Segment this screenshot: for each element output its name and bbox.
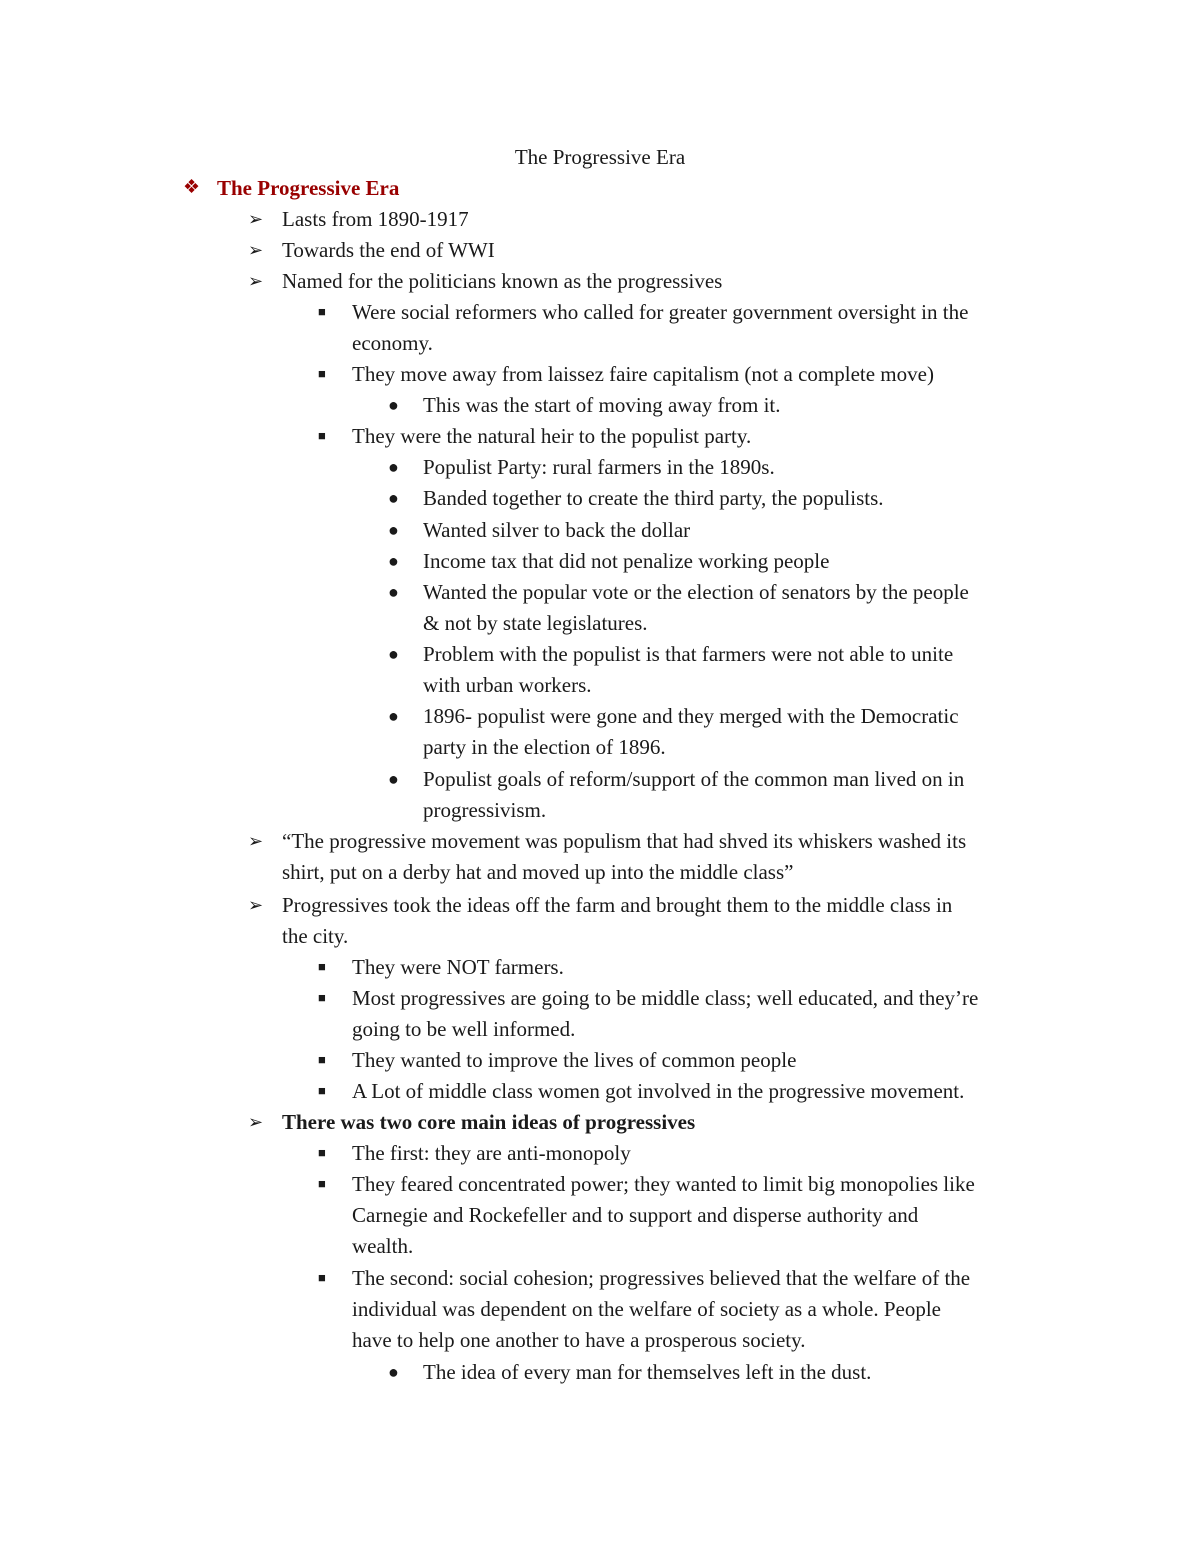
list-item: Named for the politicians known as the progressives (282, 269, 723, 293)
dot-bullet-icon: ● (388, 1362, 399, 1382)
arrow-bullet-icon: ➢ (248, 831, 264, 851)
list-item: The second: social cohesion; progressives believed that the welfare of the (352, 1266, 971, 1290)
list-item-continuation: Carnegie and Rockefeller and to support and disperse authority and (352, 1203, 919, 1227)
list-item: They feared concentrated power; they wanted to limit big monopolies like (352, 1172, 975, 1196)
dot-bullet-icon: ● (388, 457, 399, 477)
list-item-continuation: party in the election of 1896. (423, 735, 666, 759)
list-item: They wanted to improve the lives of common people (352, 1048, 797, 1072)
list-item-continuation: have to help one another to have a prosperous society. (352, 1328, 806, 1352)
list-item-continuation: economy. (352, 331, 433, 355)
square-bullet-icon: ■ (318, 1145, 326, 1160)
arrow-bullet-icon: ➢ (248, 240, 264, 260)
dot-bullet-icon: ● (388, 520, 399, 540)
list-item: Banded together to create the third party, the populists. (423, 486, 884, 510)
arrow-bullet-icon: ➢ (248, 895, 264, 915)
arrow-bullet-icon: ➢ (248, 271, 264, 291)
list-item: Were social reformers who called for greater government oversight in the (352, 300, 969, 324)
square-bullet-icon: ■ (318, 304, 326, 319)
dot-bullet-icon: ● (388, 551, 399, 571)
list-item: The idea of every man for themselves left in the dust. (423, 1360, 872, 1384)
dot-bullet-icon: ● (388, 769, 399, 789)
list-item: Wanted silver to back the dollar (423, 518, 691, 542)
square-bullet-icon: ■ (318, 1176, 326, 1191)
square-bullet-icon: ■ (318, 428, 326, 443)
list-item: They were the natural heir to the populist party. (352, 424, 752, 448)
list-item: They move away from laissez faire capitalism (not a complete move) (352, 362, 934, 386)
arrow-bullet-icon: ➢ (248, 209, 264, 229)
list-item-continuation: progressivism. (423, 798, 547, 822)
list-item-continuation: going to be well informed. (352, 1017, 576, 1041)
quote-item-continuation: shirt, put on a derby hat and moved up into the middle class” (282, 860, 794, 884)
list-item: 1896- populist were gone and they merged with the Democratic (423, 704, 959, 728)
square-bullet-icon: ■ (318, 1270, 326, 1285)
page-title: The Progressive Era (514, 145, 686, 169)
dot-bullet-icon: ● (388, 582, 399, 602)
list-item: They were NOT farmers. (352, 955, 564, 979)
list-item: Populist Party: rural farmers in the 1890s. (423, 455, 775, 479)
list-item-continuation: the city. (282, 924, 349, 948)
diamond-bullet-icon: ❖ (183, 177, 201, 198)
dot-bullet-icon: ● (388, 644, 399, 664)
square-bullet-icon: ■ (318, 1083, 326, 1098)
list-item-continuation: wealth. (352, 1234, 414, 1258)
list-item: Towards the end of WWI (282, 238, 495, 262)
list-item: Lasts from 1890-1917 (282, 207, 469, 231)
list-item: Income tax that did not penalize working people (423, 549, 830, 573)
list-item: Problem with the populist is that farmers were not able to unite (423, 642, 954, 666)
list-item-continuation: with urban workers. (423, 673, 592, 697)
list-item: Populist goals of reform/support of the common man lived on in (423, 767, 965, 791)
square-bullet-icon: ■ (318, 1052, 326, 1067)
square-bullet-icon: ■ (318, 990, 326, 1005)
list-item: This was the start of moving away from it. (423, 393, 781, 417)
list-item: Progressives took the ideas off the farm and brought them to the middle class in (282, 893, 953, 917)
square-bullet-icon: ■ (318, 366, 326, 381)
section-heading: The Progressive Era (217, 176, 400, 200)
list-item: Wanted the popular vote or the election of senators by the people (423, 580, 969, 604)
list-item-continuation: individual was dependent on the welfare of society as a whole. People (352, 1297, 941, 1321)
dot-bullet-icon: ● (388, 706, 399, 726)
list-item-continuation: & not by state legislatures. (423, 611, 648, 635)
dot-bullet-icon: ● (388, 488, 399, 508)
list-item: The first: they are anti-monopoly (352, 1141, 631, 1165)
arrow-bullet-icon: ➢ (248, 1112, 264, 1132)
quote-item: “The progressive movement was populism that had shved its whiskers washed its (282, 829, 967, 853)
square-bullet-icon: ■ (318, 959, 326, 974)
list-item: A Lot of middle class women got involved in the progressive movement. (352, 1079, 965, 1103)
list-item: Most progressives are going to be middle class; well educated, and they’re (352, 986, 979, 1010)
subheading-item: There was two core main ideas of progressives (282, 1110, 696, 1134)
dot-bullet-icon: ● (388, 395, 399, 415)
